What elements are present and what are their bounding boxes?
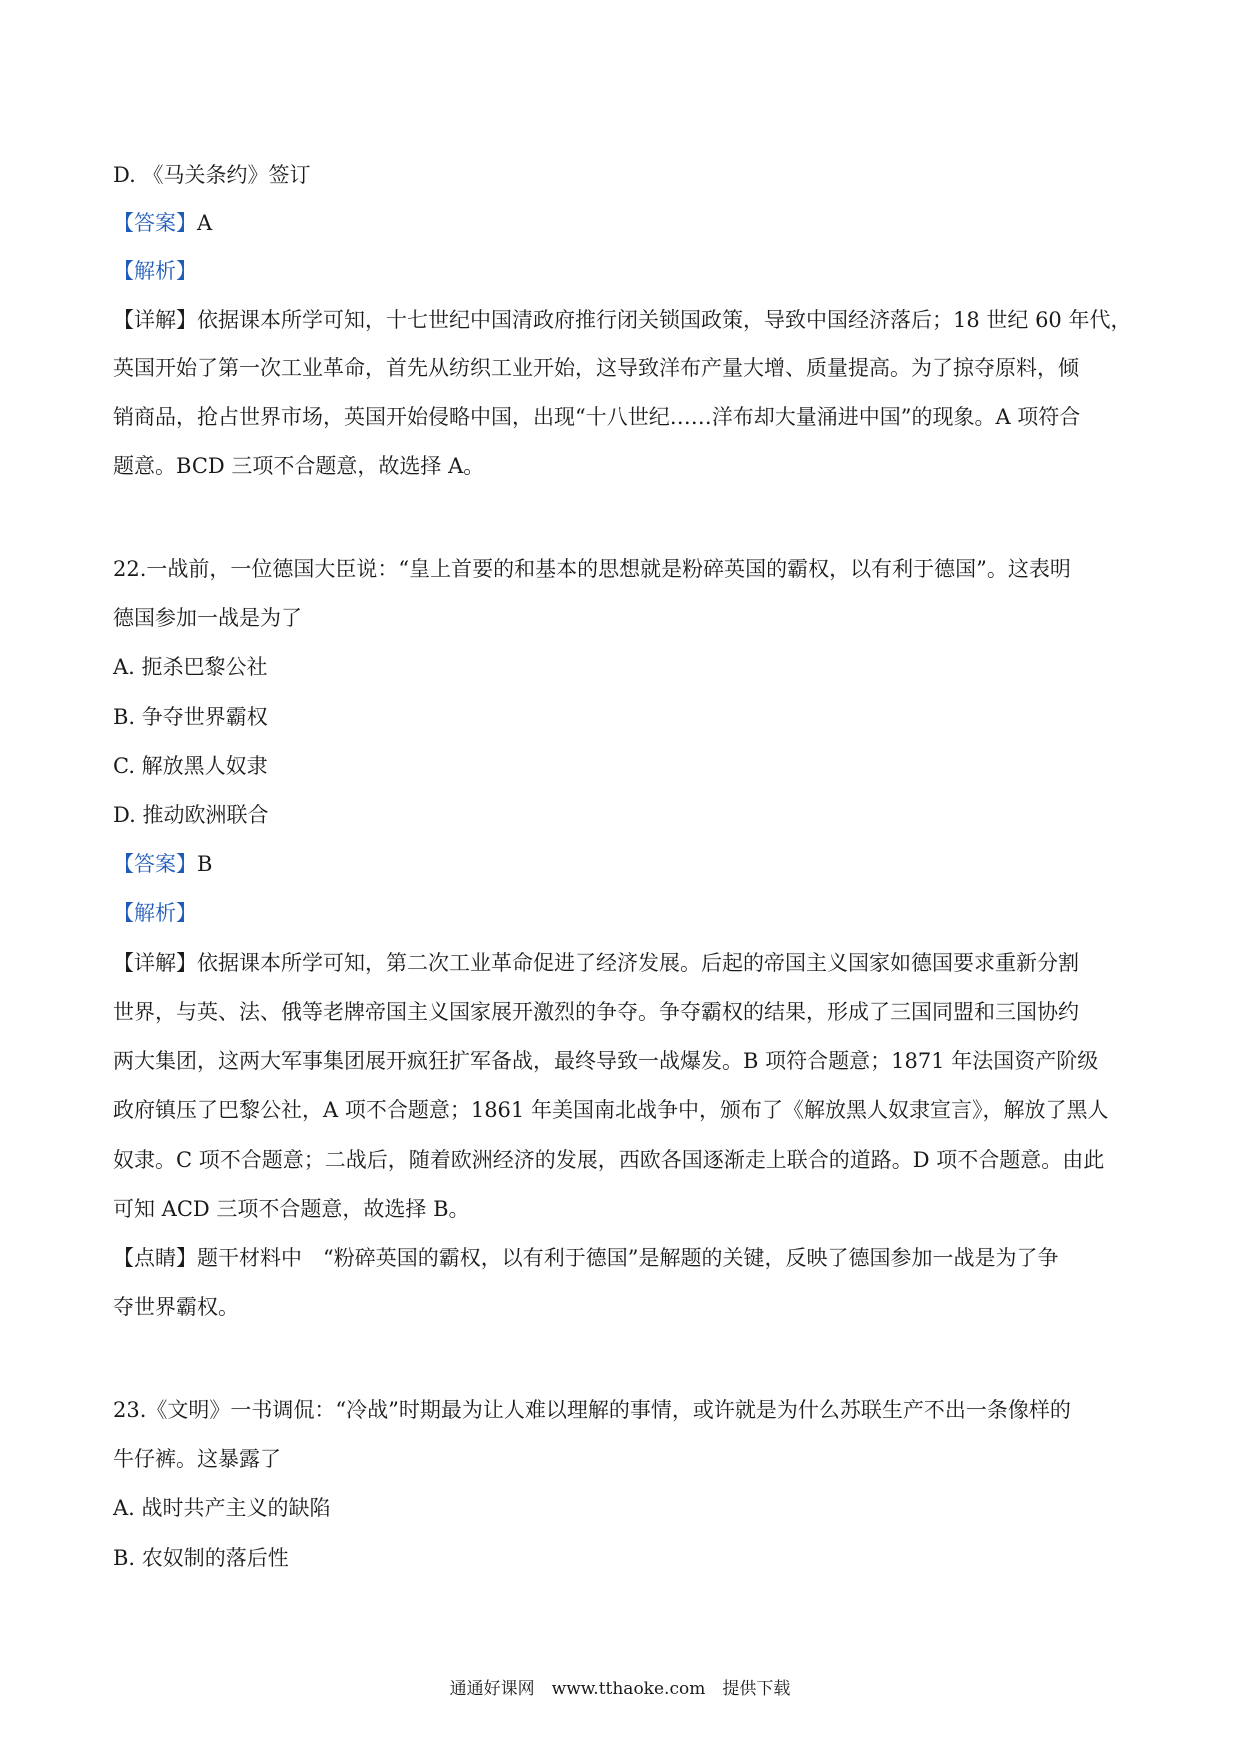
q21-option-d: D. 《马关条约》签订 <box>113 163 311 187</box>
answer-tag: 【答案】 <box>113 211 197 235</box>
q22-option-b: B. 争夺世界霸权 <box>113 705 268 729</box>
detail-text: 依据课本所学可知，第二次工业革命促进了经济发展。后起的帝国主义国家如德国要求重新分割 <box>197 951 1079 975</box>
q22-point-line-1 <box>113 1243 1133 1273</box>
q22-analysis-tag <box>113 898 1133 928</box>
q21-detail-line-3: 销商品，抢占世界市场，英国开始侵略中国，出现“十八世纪……洋布却大量涌进中国”的现象。A 项符合 <box>113 405 1081 429</box>
analysis-tag: 【解析】 <box>113 901 197 925</box>
q22-option-c: C. 解放黑人奴隶 <box>113 754 268 778</box>
q23-stem-line-2: 牛仔裤。这暴露了 <box>113 1447 281 1471</box>
page-footer: 通通好课网 www.tthaoke.com 提供下载 <box>449 1679 791 1699</box>
answer-tag: 【答案】 <box>113 852 197 876</box>
q21-answer <box>113 208 1133 238</box>
point-tag: 【点睛】 <box>113 1246 197 1270</box>
q22-option-a: A. 扼杀巴黎公社 <box>113 655 268 679</box>
answer-value: B <box>197 852 213 876</box>
q22-detail-line-4: 政府镇压了巴黎公社，A 项不合题意；1861 年美国南北战争中，颁布了《解放黑人奴隶宣言》，解放了黑人 <box>113 1098 1109 1122</box>
answer-value: A <box>197 211 213 235</box>
analysis-tag: 【解析】 <box>113 259 197 283</box>
q21-detail-line-2: 英国开始了第一次工业革命，首先从纺织工业开始，这导致洋布产量大增、质量提高。为了掠夺原料，倾 <box>113 356 1079 380</box>
detail-text: 依据课本所学可知，十七世纪中国清政府推行闭关锁国政策，导致中国经济落后；18 世纪 60 年代， <box>197 308 1132 332</box>
q21-detail-line-1 <box>113 305 1133 335</box>
q22-detail-line-1 <box>113 948 1133 978</box>
q21-detail-line-4: 题意。BCD 三项不合题意，故选择 A。 <box>113 454 485 478</box>
detail-tag: 【详解】 <box>113 951 197 975</box>
q22-detail-line-3: 两大集团，这两大军事集团展开疯狂扩军备战，最终导致一战爆发。B 项符合题意；1871 年法国资产阶级 <box>113 1049 1099 1073</box>
q21-analysis-tag <box>113 256 1133 286</box>
q23-option-a: A. 战时共产主义的缺陷 <box>113 1496 331 1520</box>
q22-detail-line-2: 世界，与英、法、俄等老牌帝国主义国家展开激烈的争夺。争夺霸权的结果，形成了三国同盟和三国协约 <box>113 1000 1079 1024</box>
q22-option-d: D. 推动欧洲联合 <box>113 803 269 827</box>
q22-detail-line-5: 奴隶。C 项不合题意；二战后，随着欧洲经济的发展，西欧各国逐渐走上联合的道路。D 项不合题意。由此 <box>113 1148 1105 1172</box>
detail-tag: 【详解】 <box>113 308 197 332</box>
q23-stem-line-1: 23.《文明》一书调侃：“冷战”时期最为让人难以理解的事情，或许就是为什么苏联生产不出一条像样的 <box>113 1398 1071 1422</box>
q22-answer <box>113 849 1133 879</box>
q22-point-line-2: 夺世界霸权。 <box>113 1295 239 1319</box>
q23-option-b: B. 农奴制的落后性 <box>113 1546 289 1570</box>
q22-stem-line-1: 22.一战前，一位德国大臣说：“皇上首要的和基本的思想就是粉碎英国的霸权，以有利于德国”。这表明 <box>113 557 1071 581</box>
q22-detail-line-6: 可知 ACD 三项不合题意，故选择 B。 <box>113 1197 470 1221</box>
q22-stem-line-2: 德国参加一战是为了 <box>113 606 302 630</box>
point-text: 题干材料中 “粉碎英国的霸权，以有利于德国”是解题的关键，反映了德国参加一战是为了争 <box>197 1246 1059 1270</box>
